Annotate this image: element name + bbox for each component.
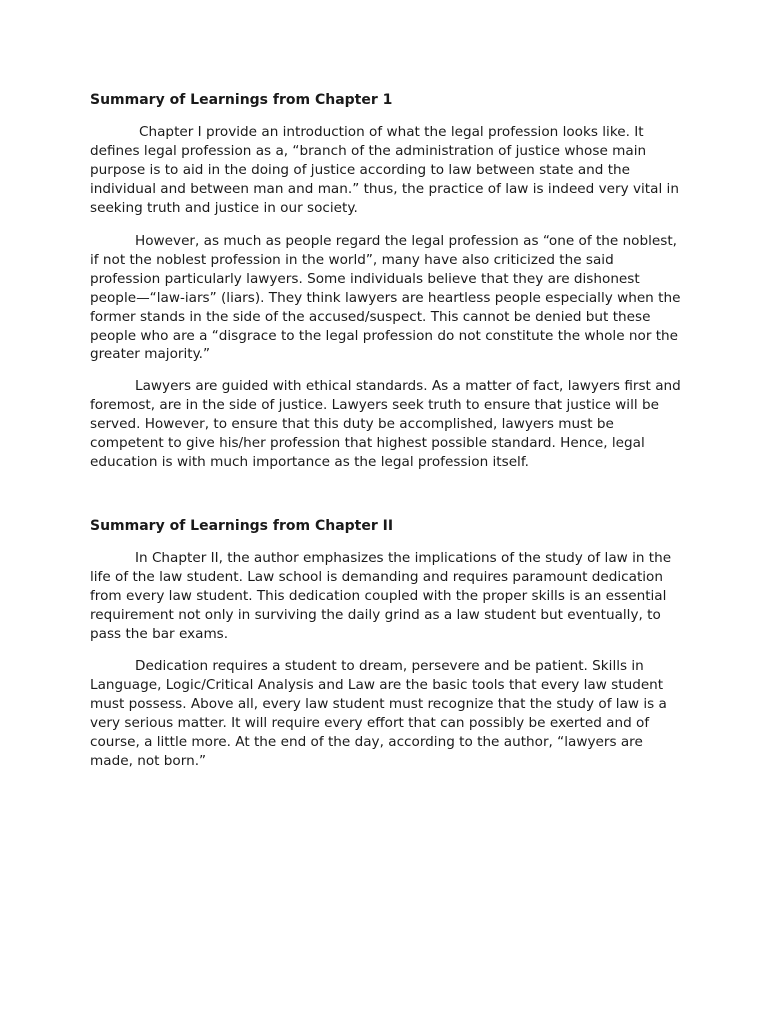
paragraph: In Chapter II, the author emphasizes the implications of the study of law in the life of the law student. Law school is demanding and requires paramount dedication from every law student. This dedication coupled with the proper skills is an essential requirement not only in surviving the daily grind as a law student but eventually, to pass the bar exams.: [90, 550, 672, 642]
section-title-chapter-2: Summary of Learnings from Chapter II: [90, 518, 394, 534]
section-title-chapter-1: Summary of Learnings from Chapter 1: [90, 92, 393, 108]
paragraph: However, as much as people regard the legal profession as “one of the noblest, if not the noblest profession in the world”, many have also criticized the said profession particularly lawyers. Some individuals believe that they are dishonest people—“law-iars” (liars). They think lawyers are heartless people especially when the former stands in the side of the accused/suspect. This cannot be denied but these people who are a “disgrace to the legal profession do not constitute the whole nor the greater majority.”: [90, 233, 681, 363]
paragraph: Dedication requires a student to dream, persevere and be patient. Skills in Language, Logic/Critical Analysis and Law are the basic tools that every law student must possess. Above all, every law student must recognize that the study of law is a very serious matter. It will require every effort that can possibly be exerted and of course, a little more. At the end of the day, according to the author, “lawyers are made, not born.”: [90, 658, 667, 769]
paragraph: Chapter I provide an introduction of what the legal profession looks like. It defines legal profession as a, “branch of the administration of justice whose main purpose is to aid in the doing of justice according to law between state and the individual and between man and man.” thus, the practice of law is indeed very vital in seeking truth and justice in our society.: [90, 124, 679, 216]
paragraph: Lawyers are guided with ethical standards. As a matter of fact, lawyers first and foremost, are in the side of justice. Lawyers seek truth to ensure that justice will be served. However, to ensure that this duty be accomplished, lawyers must be competent to give his/her profession that highest possible standard. Hence, legal education is with much importance as the legal profession itself.: [90, 378, 681, 470]
